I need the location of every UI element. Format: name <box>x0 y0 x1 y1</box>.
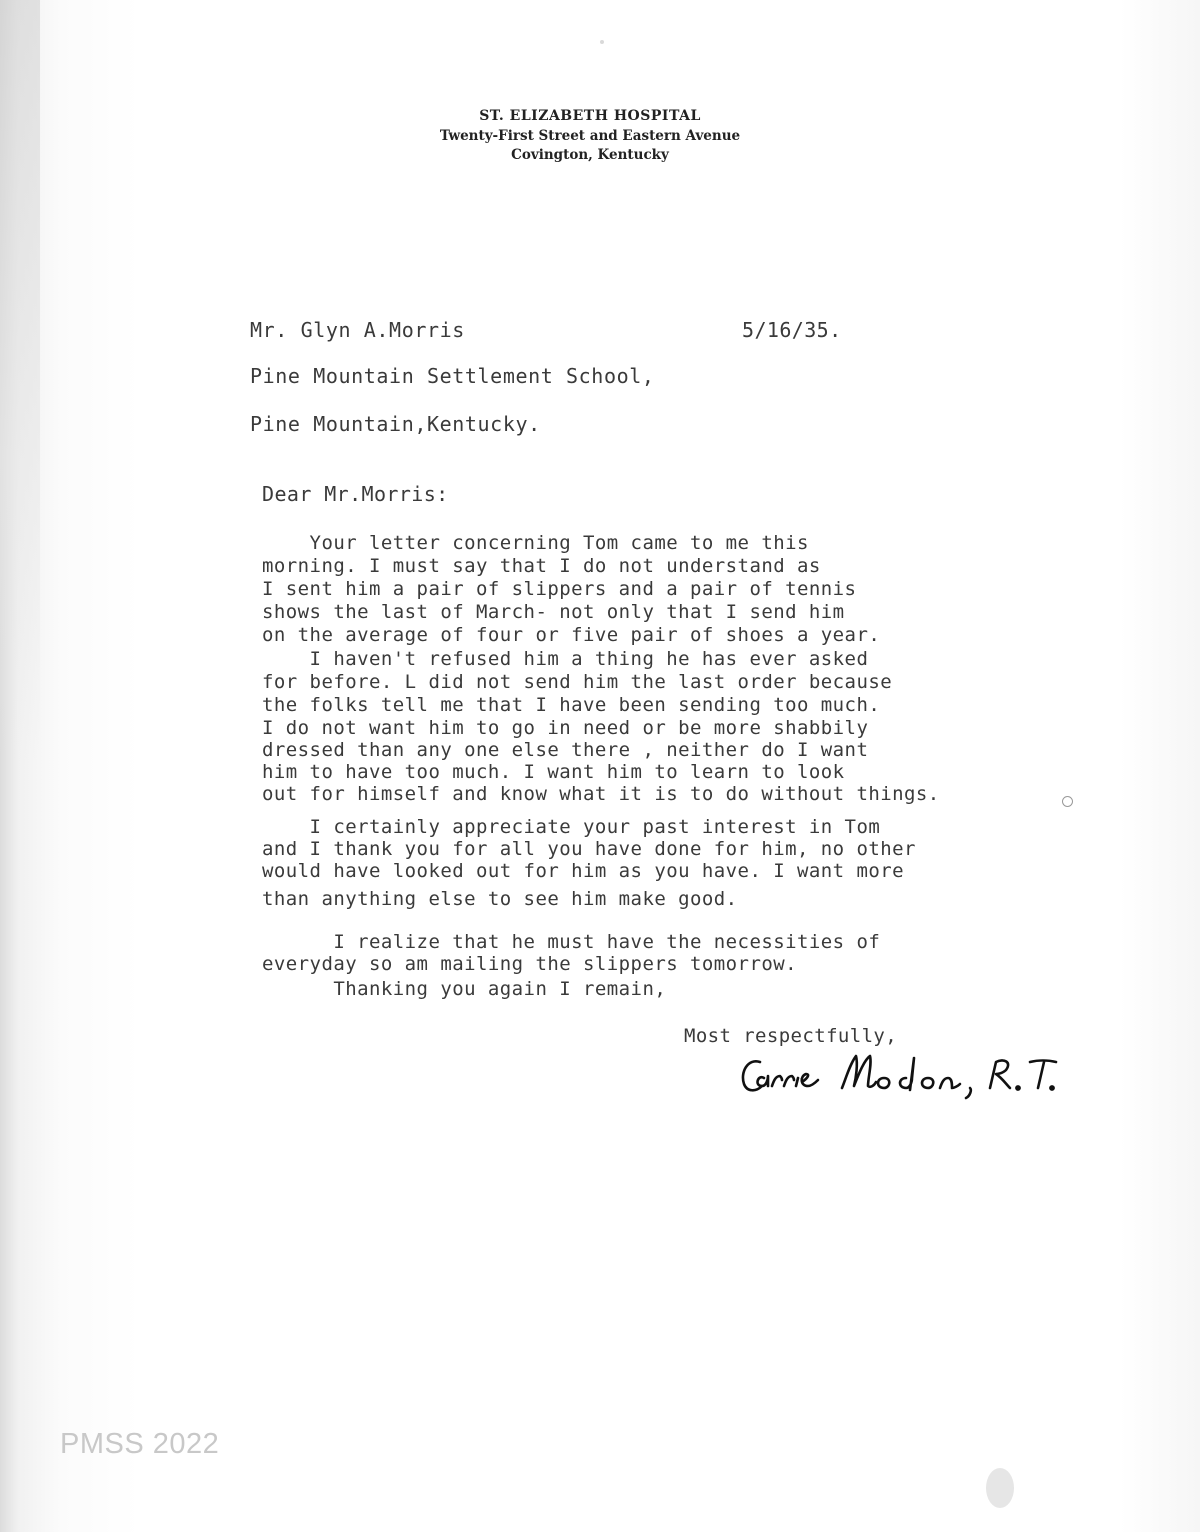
ink-circle <box>1062 796 1073 807</box>
recipient-organization: Pine Mountain Settlement School, <box>250 364 655 388</box>
letter-date: 5/16/35. <box>742 318 842 342</box>
body-line: than anything else to see him make good. <box>262 888 738 910</box>
body-line: Your letter concerning Tom came to me this <box>262 532 809 554</box>
handwritten-signature <box>738 1048 1078 1108</box>
body-line: dressed than any one else there , neither do I want <box>262 739 869 761</box>
body-line: Thanking you again I remain, <box>262 978 667 1000</box>
salutation: Dear Mr.Morris: <box>262 482 449 506</box>
body-line: I realize that he must have the necessities of <box>262 931 881 953</box>
page-edge-shadow <box>0 0 40 760</box>
body-line: I certainly appreciate your past interest in Tom <box>262 816 881 838</box>
body-line: I do not want him to go in need or be more shabbily <box>262 717 869 739</box>
body-line: would have looked out for him as you have. I want more <box>262 860 905 882</box>
body-line: morning. I must say that I do not understand as <box>262 555 821 577</box>
body-line: shows the last of March- not only that I send him <box>262 601 845 623</box>
paper-speck <box>600 40 604 44</box>
recipient-name: Mr. Glyn A.Morris <box>250 318 465 342</box>
letterhead-street: Twenty-First Street and Eastern Avenue <box>439 128 741 144</box>
letterhead <box>400 106 780 165</box>
letterhead-hospital-name: ST. ELIZABETH HOSPITAL <box>479 108 701 124</box>
body-line: out for himself and know what it is to do without things. <box>262 783 940 805</box>
body-line: for before. L did not send him the last order because <box>262 671 893 693</box>
body-line: on the average of four or five pair of shoes a year. <box>262 624 881 646</box>
letterhead-city: Covington, Kentucky <box>511 147 669 163</box>
body-line: I haven't refused him a thing he has ever asked <box>262 648 869 670</box>
archive-watermark: PMSS 2022 <box>60 1428 220 1460</box>
body-line: the folks tell me that I have been sending too much. <box>262 694 881 716</box>
recipient-location: Pine Mountain,Kentucky. <box>250 412 541 436</box>
body-line: everyday so am mailing the slippers tomorrow. <box>262 953 798 975</box>
closing: Most respectfully, <box>684 1025 898 1047</box>
body-line: him to have too much. I want him to learn to look <box>262 761 845 783</box>
body-line: I sent him a pair of slippers and a pair of tennis <box>262 578 857 600</box>
body-line: and I thank you for all you have done for him, no other <box>262 838 916 860</box>
paper-stain <box>986 1468 1014 1508</box>
